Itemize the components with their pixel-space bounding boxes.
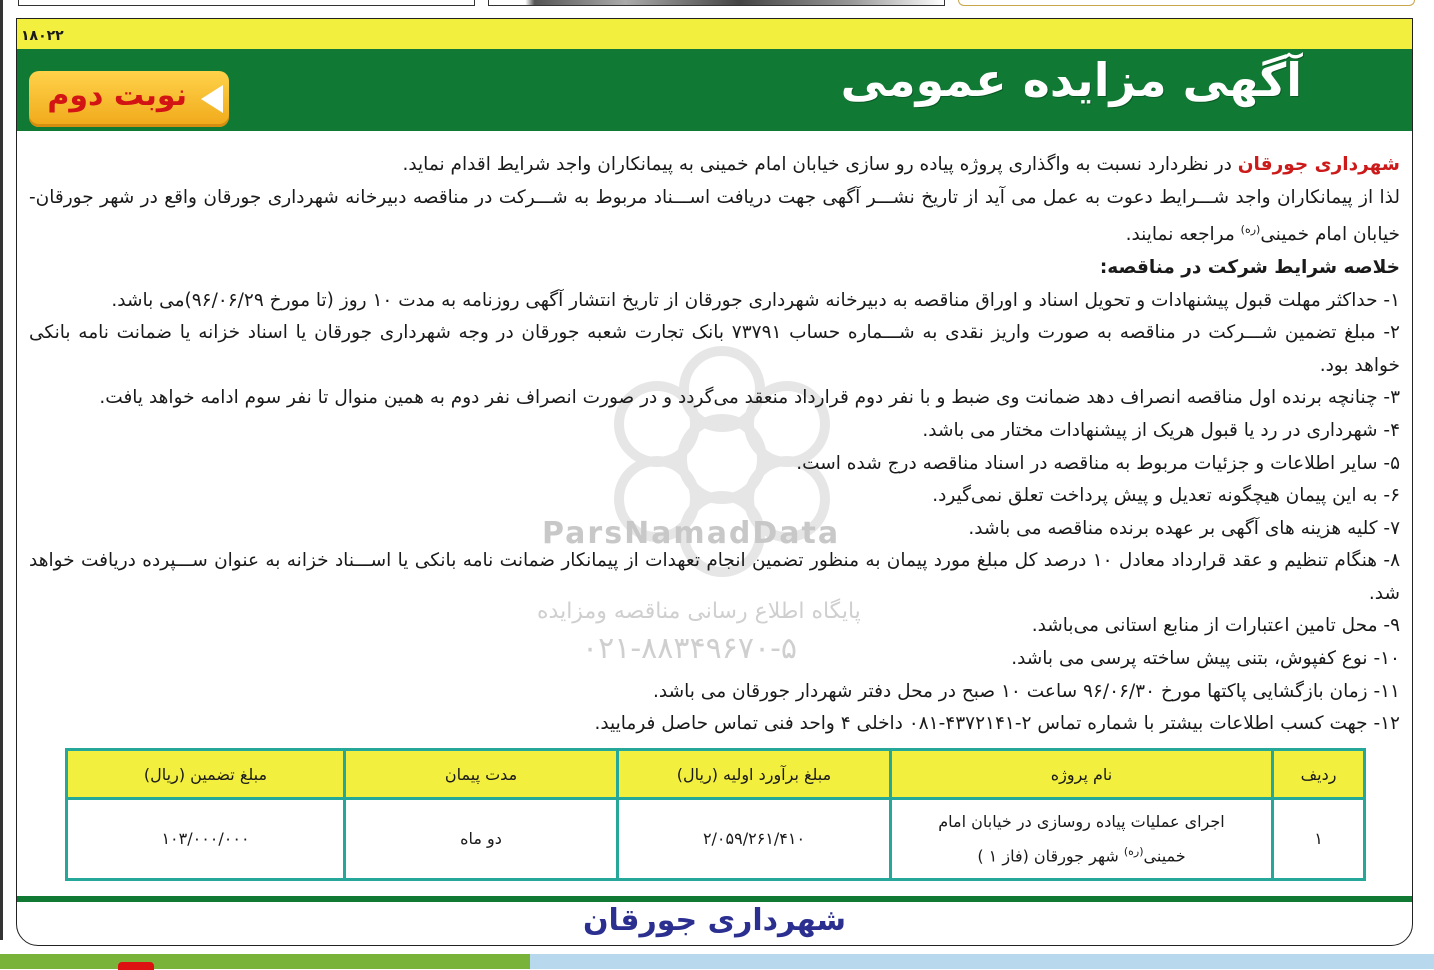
cell-project — [891, 799, 1273, 880]
condition-item: ۳- چنانچه برنده اول مناقصه انصراف دهد ضمانت وی ضبط و با نفر دوم قرارداد منعقد می‌گردد و در صورت انصراف نفر دوم به همین منوال تا نفر سوم ادامه خواهد یافت. — [99, 387, 1400, 409]
cell-project-ra: (ره) — [1123, 844, 1144, 858]
table-row — [67, 799, 1365, 880]
cell-estimate: ۲/۰۵۹/۲۶۱/۴۱۰ — [618, 799, 891, 880]
condition-item: ۸- هنگام تنظیم و عقد قرارداد معادل ۱۰ درصد کل مبلغ مورد پیمان به منظور تضمین انجام تعهدات از پیمانکار ضمانت نامه بانکی یا اســـناد خزانه به عنوان ســـپرده دریافت خواهد شد. — [29, 550, 1400, 604]
footer-rule — [17, 896, 1412, 902]
summary-heading: خلاصه شرایط شرکت در مناقصه: — [1099, 256, 1400, 278]
turn-badge — [29, 71, 229, 127]
ad-code: ۱۸۰۲۲ — [21, 28, 64, 44]
notice-body — [29, 149, 1400, 741]
intro-line-2 — [29, 182, 1400, 252]
watermark-phone: ۰۲۱-۸۸۳۴۹۶۷۰-۵ — [582, 631, 798, 666]
org-name: شهرداری جورقان — [1237, 154, 1400, 175]
col-header-guarantee: مبلغ تضمین (ریال) — [67, 750, 345, 799]
cell-guarantee: ۱۰۳/۰۰۰/۰۰۰ — [67, 799, 345, 880]
condition-item: ۱۲- جهت کسب اطلاعات بیشتر با شماره تماس ۲-۴۳۷۲۱۴۱-۰۸۱ داخلی ۴ واحد فنی تماس حاصل فرمایید. — [594, 713, 1400, 735]
condition-item: ۹- محل تامین اعتبارات از منابع استانی می‌باشد. — [1031, 615, 1400, 637]
cell-project-b: شهر جورقان (فاز ۱ ) — [977, 846, 1124, 866]
intro-ra: (ره) — [1240, 223, 1261, 237]
cell-index: ۱ — [1273, 799, 1365, 880]
page-title: آگهی مزایده عمومی — [840, 53, 1302, 107]
signature: شهرداری جورقان — [582, 903, 847, 938]
table-header-row — [67, 750, 1365, 799]
condition-item: ۱۱- زمان بازگشایی پاکتها مورخ ۹۶/۰۶/۳۰ ساعت ۱۰ صبح در محل دفتر شهردار جورقان می باشد. — [653, 680, 1400, 702]
header-banner — [17, 49, 1412, 131]
condition-item: ۲- مبلغ تضمین شـــرکت در مناقصه به صورت واریز نقدی به شـــماره حساب ۷۳۷۹۱ بانک تجارت شعبه جورقان در وجه شهرداری جورقان یا اسناد خزانه یا ضمانت نامه بانکی خواهد بود. — [29, 322, 1400, 376]
condition-item: ۱۰- نوع کفپوش، بتنی پیش ساخته پرسی می باشد. — [1011, 648, 1400, 670]
condition-item: ۱- حداکثر مهلت قبول پیشنهادات و تحویل اسناد و اوراق مناقصه به دبیرخانه شهرداری جورقان از تاریخ انتشار آگهی روزنامه به مدت ۱۰ روز (تا مورخ ۹۶/۰۶/۲۹)می باشد. — [111, 289, 1400, 311]
neighbor-ad-bottom-left — [0, 954, 530, 969]
intro-line-1 — [29, 149, 1400, 182]
cell-duration: دو ماه — [345, 799, 618, 880]
condition-item: ۷- کلیه هزینه های آگهی بر عهده برنده مناقصه می باشد. — [968, 517, 1400, 539]
condition-item: ۶- به این پیمان هیچگونه تعدیل و پیش پرداخت تعلق نمی‌گیرد. — [932, 485, 1400, 507]
turn-badge-label: نوبت دوم — [47, 78, 187, 113]
neighbor-ad-strip-3 — [958, 0, 1415, 6]
intro-line-2-text: لذا از پیمانکاران واجد شـــرایط دعوت به عمل می آید از تاریخ نشـــر آگهی جهت دریافت اســـناد مربوط به شـــرکت در مناقصه دبیرخانه شهرداری جورقان واقع در شهر جورقان-خیابان امام خمینی — [29, 186, 1400, 246]
watermark-subtitle: پایگاه اطلاع رسانی مناقصه ومزایده — [537, 599, 861, 624]
condition-item: ۵- سایر اطلاعات و جزئیات مربوط به مناقصه در اسناد مناقصه درج شده است. — [796, 452, 1400, 474]
project-table — [65, 748, 1366, 881]
cell-project-a: اجرای عملیات پیاده روسازی در خیابان امام خمینی — [938, 811, 1225, 866]
col-header-project: نام پروژه — [891, 750, 1273, 799]
top-yellow-band — [17, 19, 1412, 49]
neighbor-ad-strip-1 — [18, 0, 475, 6]
neighbor-ad-strip-2 — [488, 0, 945, 6]
page-left-rule — [0, 0, 3, 940]
arrow-left-icon — [201, 85, 223, 113]
watermark-brand: ParsNamadData — [542, 516, 841, 551]
col-header-index: ردیف — [1273, 750, 1365, 799]
neighbor-ad-bottom-right — [530, 954, 1434, 969]
col-header-estimate: مبلغ برآورد اولیه (ریال) — [618, 750, 891, 799]
ad-frame — [16, 18, 1413, 946]
neighbor-ad-bottom — [0, 954, 1434, 969]
condition-item: ۴- شهرداری در رد یا قبول هریک از پیشنهادات مختار می باشد. — [922, 419, 1400, 441]
col-header-duration: مدت پیمان — [345, 750, 618, 799]
intro-line-1-text: در نظردارد نسبت به واگذاری پروژه پیاده رو سازی خیابان امام خمینی به پیمانکاران واجد شرایط اقدام نماید. — [402, 154, 1238, 175]
intro-line-2-end: مراجعه نمایند. — [1125, 224, 1241, 246]
